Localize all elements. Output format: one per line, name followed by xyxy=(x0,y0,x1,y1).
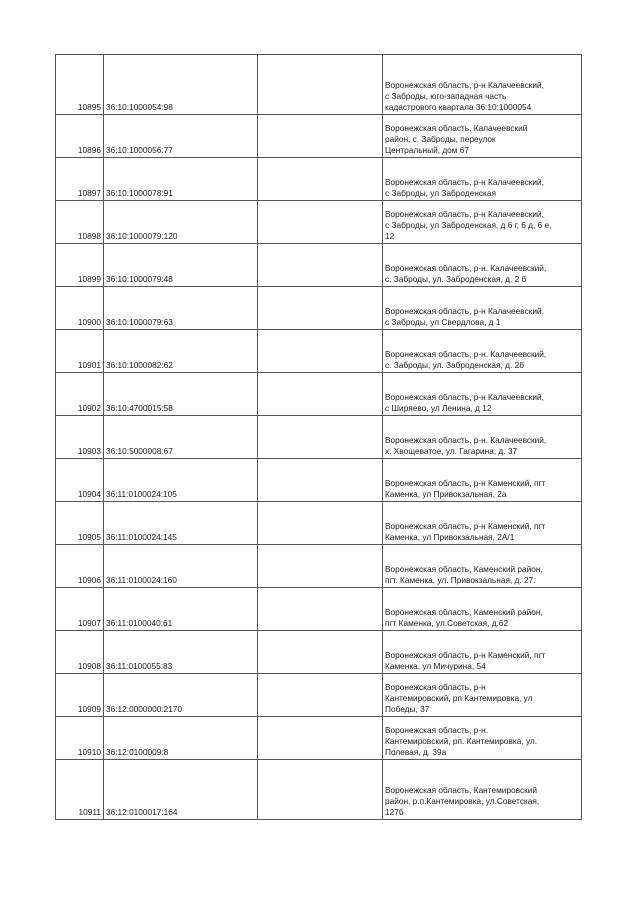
address-cell: Воронежская область, Каменский район, пгт Каменка, ул.Советская, д.62 xyxy=(383,588,582,631)
empty-cell xyxy=(258,201,383,244)
address-cell: Воронежская область, Каменский район, пгт. Каменка, ул. Привокзальная, д. 27. xyxy=(383,545,582,588)
table-row xyxy=(56,760,582,820)
table-row xyxy=(56,158,582,201)
table-row xyxy=(56,55,582,115)
cadastral-number: 36:12:0100017:164 xyxy=(104,760,258,820)
row-number: 10897 xyxy=(56,158,104,201)
row-number: 10907 xyxy=(56,588,104,631)
table-row xyxy=(56,717,582,760)
cadastral-number: 36:10:1000079:48 xyxy=(104,244,258,287)
table-row xyxy=(56,674,582,717)
cadastral-number: 36:11:0100024:105 xyxy=(104,459,258,502)
empty-cell xyxy=(258,459,383,502)
address-cell: Воронежская область, р-н Каменский, пгт Каменка, ул Привокзальная, 2А/1 xyxy=(383,502,582,545)
empty-cell xyxy=(258,115,383,158)
cadastral-number: 36:10:1000054:98 xyxy=(104,55,258,115)
empty-cell xyxy=(258,760,383,820)
table-row xyxy=(56,373,582,416)
table-row xyxy=(56,459,582,502)
empty-cell xyxy=(258,287,383,330)
empty-cell xyxy=(258,158,383,201)
address-cell: Воронежская область, р-н. Калачеевский, с. Заброды, ул. Заброденская, д. 2б xyxy=(383,330,582,373)
cadastral-number: 36:11:0100040:61 xyxy=(104,588,258,631)
empty-cell xyxy=(258,416,383,459)
table-row xyxy=(56,115,582,158)
table-row xyxy=(56,588,582,631)
empty-cell xyxy=(258,55,383,115)
cadastral-number: 36:12:0000000:2170 xyxy=(104,674,258,717)
cadastral-number: 36:10:1000082:62 xyxy=(104,330,258,373)
table-row xyxy=(56,502,582,545)
table-row xyxy=(56,330,582,373)
address-cell: Воронежская область, р-н Калачеевский, с Заброды, ул Заброденская xyxy=(383,158,582,201)
row-number: 10902 xyxy=(56,373,104,416)
cadastral-number: 36:11:0100024:145 xyxy=(104,502,258,545)
address-cell: Воронежская область, р-н. Калачеевский, с. Заброды, ул. Заброденская, д. 2 б xyxy=(383,244,582,287)
empty-cell xyxy=(258,330,383,373)
address-cell: Воронежская область, р-н Каменский, пгт Каменка, ул Привокзальная, 2а xyxy=(383,459,582,502)
address-cell: Воронежская область, р-н Каменский, пгт Каменка, ул Мичурина, 54 xyxy=(383,631,582,674)
empty-cell xyxy=(258,717,383,760)
row-number: 10905 xyxy=(56,502,104,545)
table-row xyxy=(56,545,582,588)
row-number: 10895 xyxy=(56,55,104,115)
row-number: 10906 xyxy=(56,545,104,588)
table-row xyxy=(56,631,582,674)
empty-cell xyxy=(258,631,383,674)
row-number: 10896 xyxy=(56,115,104,158)
cadastral-number: 36:10:4700015:58 xyxy=(104,373,258,416)
address-cell: Воронежская область, р-н Калачеевский, с Заброды, ул Заброденская, д 6 г, 6 д, 6 е, 12 xyxy=(383,201,582,244)
address-cell: Воронежская область, р-н Калачеевский, с Заброды, ул Свердлова, д 1 xyxy=(383,287,582,330)
table-row xyxy=(56,287,582,330)
address-cell: Воронежская область, р-н. Кантемировский, рп. Кантемировка, ул. Полевая, д. 39а xyxy=(383,717,582,760)
register-table xyxy=(55,54,582,820)
cadastral-number: 36:11:0100024:160 xyxy=(104,545,258,588)
cadastral-number: 36:12:0100009:8 xyxy=(104,717,258,760)
cadastral-number: 36:10:1000079:120 xyxy=(104,201,258,244)
row-number: 10901 xyxy=(56,330,104,373)
table-row xyxy=(56,416,582,459)
register-table-body xyxy=(56,55,582,820)
cadastral-number: 36:11:0100055:83 xyxy=(104,631,258,674)
address-cell: Воронежская область, р-н Кантемировский, рп Кантемировка, ул Победы, 37 xyxy=(383,674,582,717)
cadastral-number: 36:10:1000079:63 xyxy=(104,287,258,330)
cadastral-number: 36:10:1000056:77 xyxy=(104,115,258,158)
empty-cell xyxy=(258,588,383,631)
address-cell: Воронежская область, Кантемировский район, р.п.Кантемировка, ул.Советская, 127б xyxy=(383,760,582,820)
row-number: 10910 xyxy=(56,717,104,760)
address-cell: Воронежская область, р-н. Калачеевский, х. Хвощеватое, ул. Гагарина, д. 37 xyxy=(383,416,582,459)
address-cell: Воронежская область, р-н Калачеевский, с Ширяево, ул Ленина, д 12 xyxy=(383,373,582,416)
address-cell: Воронежская область, р-н Калачеевский, с Заброды, юго-западная часть кадастрового квартала 36:10:1000054 xyxy=(383,55,582,115)
empty-cell xyxy=(258,502,383,545)
row-number: 10904 xyxy=(56,459,104,502)
cadastral-number: 36:10:1000078:91 xyxy=(104,158,258,201)
table-row xyxy=(56,244,582,287)
row-number: 10908 xyxy=(56,631,104,674)
table-row xyxy=(56,201,582,244)
address-cell: Воронежская область, Калачеевский район, с. Заброды, переулок Центральный, дом 67 xyxy=(383,115,582,158)
empty-cell xyxy=(258,545,383,588)
row-number: 10909 xyxy=(56,674,104,717)
row-number: 10911 xyxy=(56,760,104,820)
empty-cell xyxy=(258,244,383,287)
cadastral-number: 36:10:5000008:67 xyxy=(104,416,258,459)
row-number: 10903 xyxy=(56,416,104,459)
row-number: 10899 xyxy=(56,244,104,287)
row-number: 10898 xyxy=(56,201,104,244)
row-number: 10900 xyxy=(56,287,104,330)
empty-cell xyxy=(258,373,383,416)
empty-cell xyxy=(258,674,383,717)
